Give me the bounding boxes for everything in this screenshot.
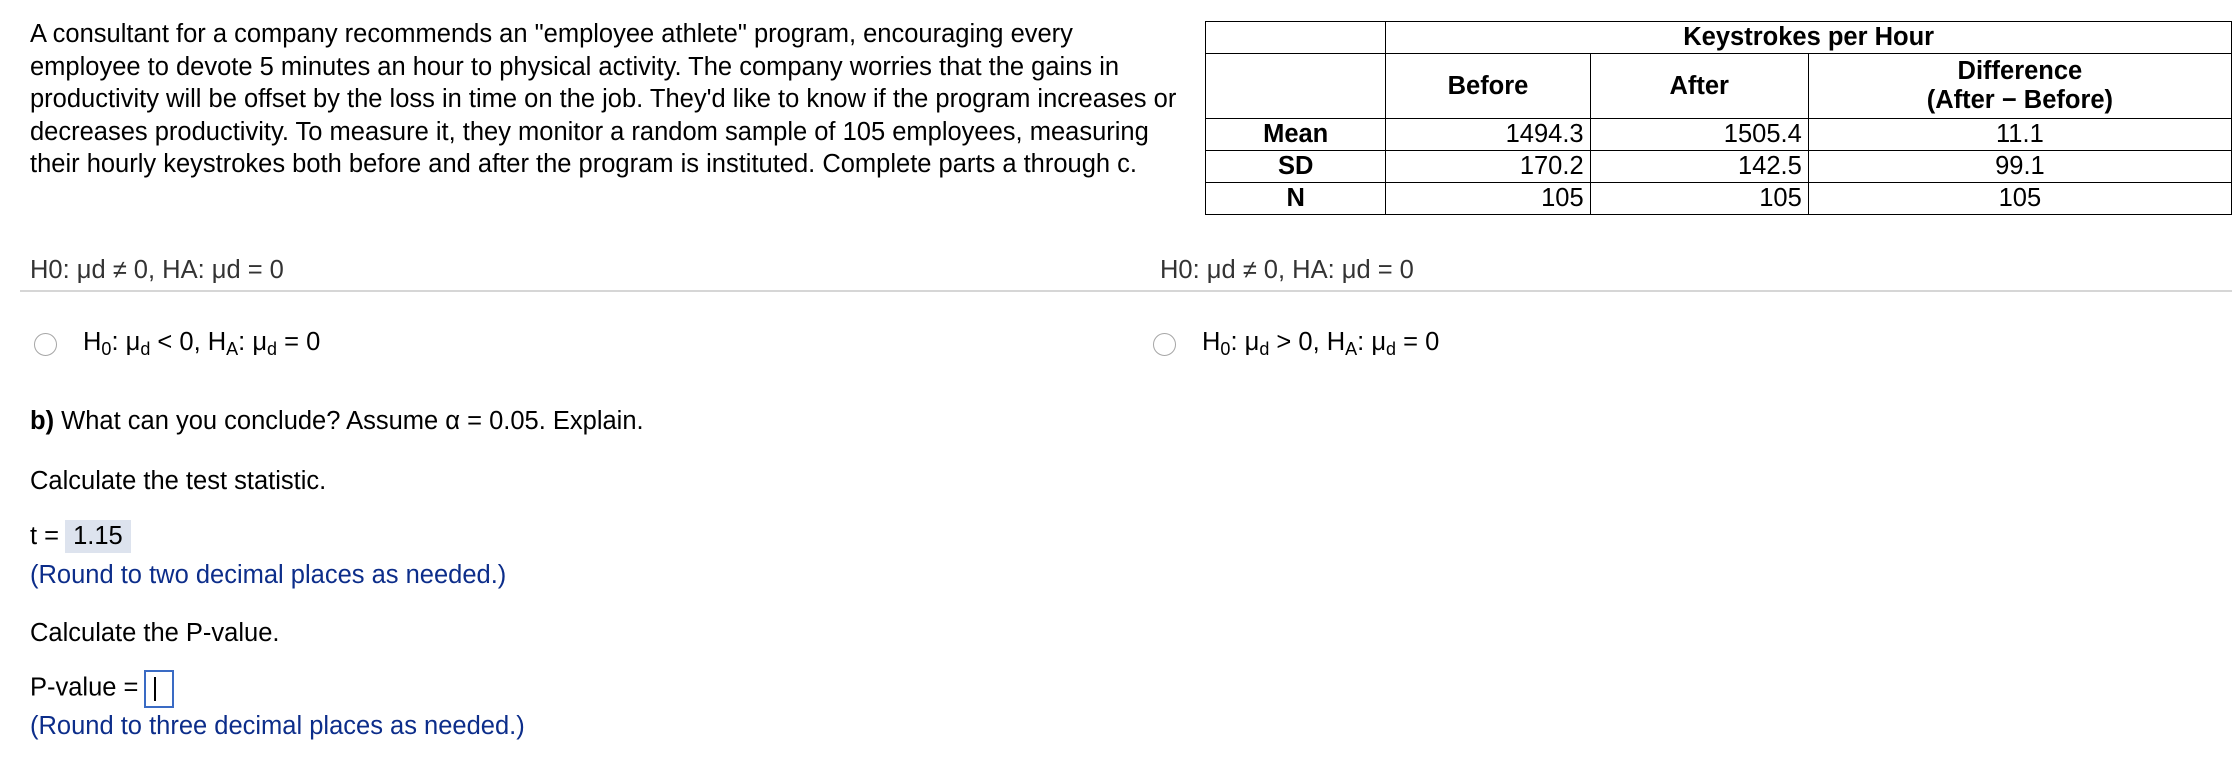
hypothesis-text: $H_0$: $\mu_d < 0$, $H_A$: $\mu_d = 0$ bbox=[83, 328, 321, 359]
table-corner bbox=[1206, 54, 1386, 119]
problem-statement bbox=[30, 18, 1200, 181]
p-value-input[interactable] bbox=[144, 670, 174, 708]
header-difference bbox=[1808, 54, 2231, 119]
cell-before: 170.2 bbox=[1386, 151, 1590, 183]
text-caret bbox=[154, 677, 156, 701]
hypothesis-text: $H_0$: $\mu_d > 0$, $H_A$: $\mu_d = 0$ bbox=[1202, 328, 1440, 359]
calc-p-instruction: Calculate the P-value. bbox=[30, 619, 280, 647]
table-corner bbox=[1206, 22, 1386, 54]
calc-stat-instruction: Calculate the test statistic. bbox=[30, 467, 327, 495]
hypothesis-option-right[interactable] bbox=[1153, 328, 1439, 360]
part-label: b) bbox=[30, 407, 55, 435]
part-b-question bbox=[30, 407, 644, 436]
t-statistic-row bbox=[30, 520, 131, 553]
problem-line: A consultant for a company recommends an "employee athlete" program, encouraging every bbox=[30, 20, 1073, 48]
cell-diff: 105 bbox=[1808, 183, 2231, 215]
table-title: Keystrokes per Hour bbox=[1386, 22, 2232, 54]
radio-button[interactable] bbox=[34, 333, 57, 356]
question-text: What can you conclude? Assume α = 0.05. Explain. bbox=[54, 407, 644, 435]
problem-line: decreases productivity. To measure it, they monitor a random sample of 105 employees, measuring bbox=[30, 117, 1149, 146]
cutoff-option-right bbox=[1160, 256, 1560, 290]
table-row bbox=[1206, 151, 2232, 183]
t-rounding-hint: (Round to two decimal places as needed.) bbox=[30, 561, 507, 589]
problem-line: employee to devote 5 minutes an hour to physical activity. The company worries that the gains in bbox=[30, 52, 1120, 81]
cell-after: 1505.4 bbox=[1590, 119, 1808, 151]
problem-line: productivity will be offset by the loss in time on the job. They'd like to know if the program increases or bbox=[30, 85, 1177, 113]
table-row bbox=[1206, 119, 2232, 151]
cell-before: 105 bbox=[1386, 183, 1590, 215]
cutoff-option-left bbox=[30, 256, 430, 290]
cell-before: 1494.3 bbox=[1386, 119, 1590, 151]
hypothesis-option-left[interactable] bbox=[34, 328, 320, 360]
radio-button[interactable] bbox=[1153, 333, 1176, 356]
divider bbox=[20, 290, 2232, 292]
cutoff-option-text: H0: μd ≠ 0, HA: μd = 0 bbox=[1160, 256, 1414, 284]
row-label-n: N bbox=[1206, 183, 1386, 215]
table-row bbox=[1206, 183, 2232, 215]
p-rounding-hint: (Round to three decimal places as needed.) bbox=[30, 712, 525, 740]
p-value-row bbox=[30, 670, 174, 708]
row-label-sd: SD bbox=[1206, 151, 1386, 183]
cutoff-option-text: H0: μd ≠ 0, HA: μd = 0 bbox=[30, 256, 284, 284]
cell-after: 142.5 bbox=[1590, 151, 1808, 183]
cell-diff: 11.1 bbox=[1808, 119, 2231, 151]
keystrokes-table bbox=[1205, 21, 2232, 215]
header-diff-line: (After − Before) bbox=[1926, 86, 2114, 114]
row-label-mean: Mean bbox=[1206, 119, 1386, 151]
header-diff-line: Difference bbox=[1957, 57, 2083, 85]
p-value-label: P-value = bbox=[30, 673, 139, 702]
t-label: t = bbox=[30, 522, 60, 550]
cell-diff: 99.1 bbox=[1808, 151, 2231, 183]
problem-line: their hourly keystrokes both before and after the program is instituted. Complete parts a through c. bbox=[30, 150, 1137, 178]
t-value-answer[interactable]: 1.15 bbox=[65, 520, 131, 553]
header-after: After bbox=[1590, 54, 1808, 119]
header-before: Before bbox=[1386, 54, 1590, 119]
cell-after: 105 bbox=[1590, 183, 1808, 215]
